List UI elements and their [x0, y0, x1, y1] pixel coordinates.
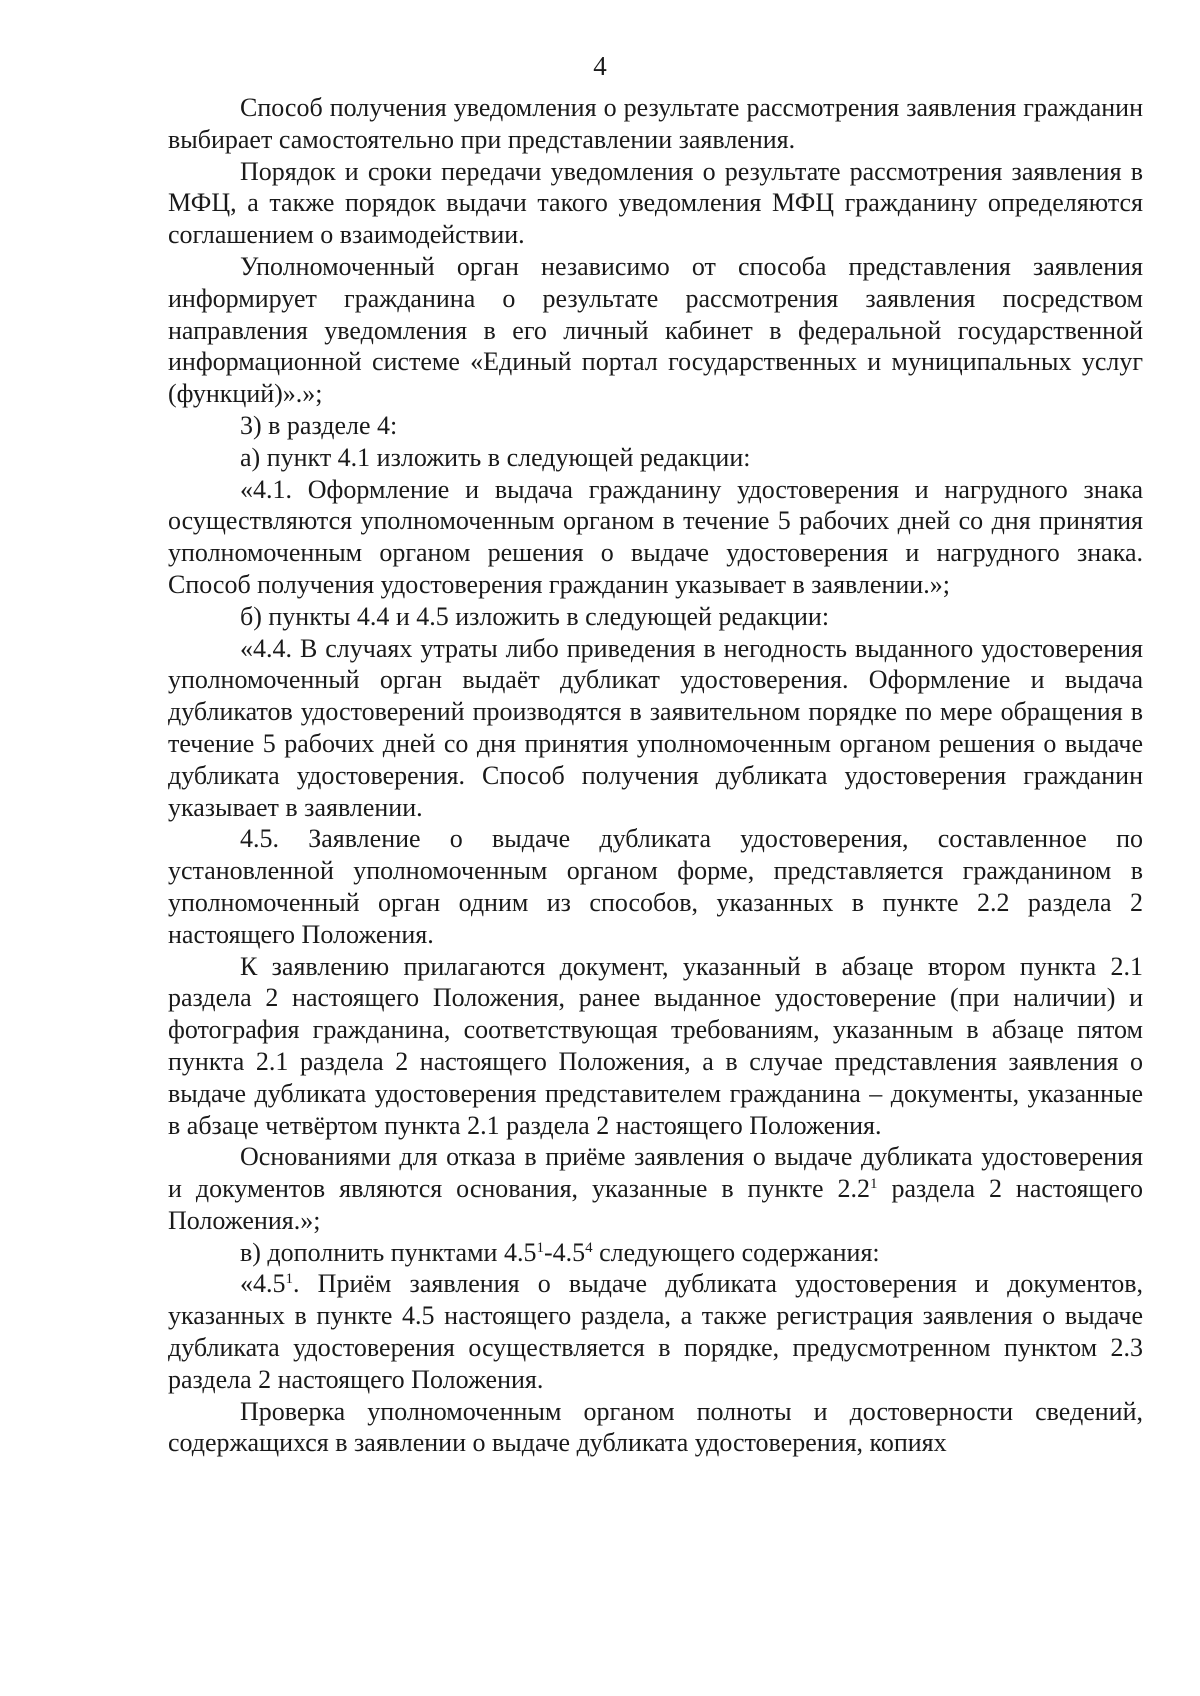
text-segment: . Приём заявления о выдаче дубликата удостоверения и документов, указанных в пункте 4.5 настоящего раздела, а также регистрация заявления о выдаче дубликата удостоверения осуществляется в порядке, предусмотренном пунктом 2.3 раздела 2 настоящего Положения.	[168, 1269, 1143, 1394]
paragraph: «4.4. В случаях утраты либо приведения в негодность выданного удостоверения уполномоченный орган выдаёт дубликат удостоверения. Оформление и выдача дубликатов удостоверений производятся в заявительном порядке по мере обращения в течение 5 рабочих дней со дня принятия уполномоченным органом решения о выдаче дубликата удостоверения. Способ получения дубликата удостоверения гражданин указывает в заявлении.	[168, 633, 1143, 822]
paragraph-4-5-1	[168, 1268, 1143, 1395]
paragraph: К заявлению прилагаются документ, указанный в абзаце втором пункта 2.1 раздела 2 настоящего Положения, ранее выданное удостоверение (при наличии) и фотография гражданина, соответствующая требованиям, указанным в абзаце пятом пункта 2.1 раздела 2 настоящего Положения, а в случае представления заявления о выдаче дубликата удостоверения представителем гражданина – документы, указанные в абзаце четвёртом пункта 2.1 раздела 2 настоящего Положения.	[168, 951, 1143, 1140]
page-number: 4	[593, 51, 607, 81]
text-segment: -4.5	[543, 1237, 586, 1267]
superscript: 1	[870, 1176, 878, 1193]
text-segment: раздела 2 настоящего Положения.»;	[168, 1174, 1143, 1235]
paragraph: «4.1. Оформление и выдача гражданину удостоверения и нагрудного знака осуществляются уполномоченным органом в течение 5 рабочих дней со дня принятия уполномоченным органом решения о выдаче удостоверения и нагрудного знака. Способ получения удостоверения гражданин указывает в заявлении.»;	[168, 474, 1143, 599]
text-segment: следующего содержания:	[592, 1237, 880, 1267]
document-body	[168, 92, 1143, 1459]
paragraph: Уполномоченный орган независимо от способа представления заявления информирует гражданина о результате рассмотрения заявления посредством направления уведомления в его личный кабинет в федеральной государственной информационной системе «Единый портал государственных и муниципальных услуг (функций)».»;	[168, 251, 1143, 409]
text-segment: «4.5	[240, 1269, 286, 1299]
paragraph-proverka: Проверка уполномоченным органом полноты и достоверности сведений, содержащихся в заявлении о выдаче дубликата удостоверения, копиях	[168, 1396, 1143, 1458]
superscript: 1	[285, 1271, 293, 1288]
paragraph: а) пункт 4.1 изложить в следующей редакции:	[240, 442, 751, 472]
paragraph: Способ получения уведомления о результате рассмотрения заявления гражданин выбирает самостоятельно при представлении заявления.	[168, 93, 1143, 154]
paragraph-osnovaniya	[168, 1141, 1143, 1236]
paragraph: 3) в разделе 4:	[240, 410, 398, 440]
paragraph: б) пункты 4.4 и 4.5 изложить в следующей редакции:	[240, 601, 830, 631]
text-segment: в) дополнить пунктами 4.5	[240, 1237, 537, 1267]
paragraph-dopolnit	[168, 1237, 1143, 1269]
superscript: 1	[536, 1239, 544, 1256]
superscript: 4	[585, 1239, 593, 1256]
text-segment: Основаниями для отказа в приёме заявления о выдаче дубликата удостоверения и документов являются основания, указанные в пункте 2.2	[168, 1142, 1143, 1204]
paragraph: 4.5. Заявление о выдаче дубликата удостоверения, составленное по установленной уполномоченным органом форме, представляется гражданином в уполномоченный орган одним из способов, указанных в пункте 2.2 раздела 2 настоящего Положения.	[168, 824, 1143, 949]
paragraph: Порядок и сроки передачи уведомления о результате рассмотрения заявления в МФЦ, а также порядок выдачи такого уведомления МФЦ гражданину определяются соглашением о взаимодействии.	[168, 156, 1143, 250]
